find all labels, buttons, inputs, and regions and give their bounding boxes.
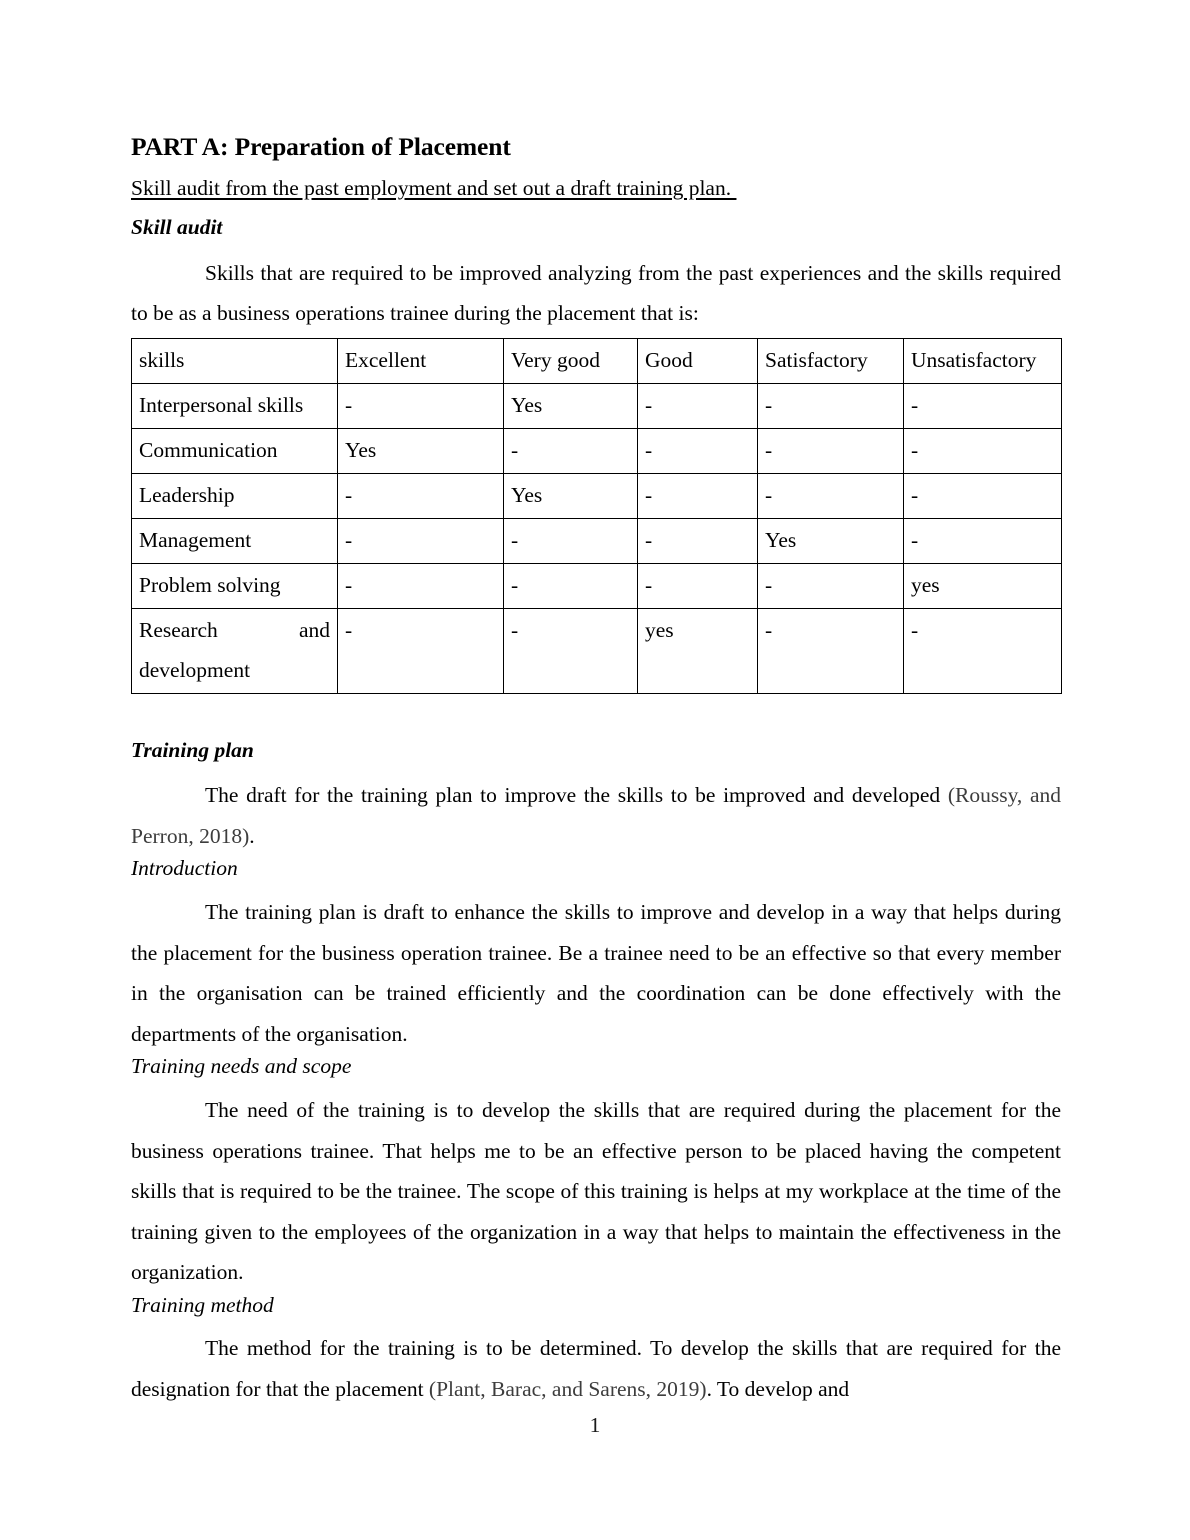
paragraph-skill-audit: Skills that are required to be improved analyzing from the past experiences and the skills required to be as a business operations trainee during the placement that is: — [131, 260, 1061, 326]
column-header-excellent: Excellent — [338, 338, 504, 383]
column-header-satisfactory: Satisfactory — [758, 338, 904, 383]
cell-skill-name: Interpersonal skills — [132, 383, 338, 428]
cell-very-good: Yes — [504, 383, 638, 428]
cell-good: - — [638, 473, 758, 518]
paragraph-introduction: The training plan is draft to enhance the skills to improve and develop in a way that helps during the placement for the business operation trainee. Be a trainee need to be an effective so that every member in the organisation can be trained efficiently and the coordination can be done effectively with the departments of the organisation. — [131, 900, 1061, 1046]
heading-training-plan: Training plan — [131, 737, 254, 762]
cell-unsatisfactory: - — [904, 473, 1062, 518]
section-subtitle: Skill audit from the past employment and set out a draft training plan. — [131, 176, 737, 201]
cell-skill-name: Leadership — [132, 473, 338, 518]
column-header-skills: skills — [132, 338, 338, 383]
cell-skill-name: Management — [132, 518, 338, 563]
paragraph-training-needs-and-scope: The need of the training is to develop the skills that are required during the placement for the business operations trainee. That helps me to be an effective person to be placed having the competent skills that is required to be the trainee. The scope of this training is helps at my workplace at the time of the training given to the employees of the organization in a way that helps to maintain the effectiveness in the organization. — [131, 1098, 1061, 1285]
cell-very-good: - — [504, 608, 638, 693]
page-title: PART A: Preparation of Placement — [131, 132, 511, 161]
cell-satisfactory: - — [758, 383, 904, 428]
table-row — [132, 518, 1062, 563]
cell-very-good: - — [504, 518, 638, 563]
cell-excellent: - — [338, 563, 504, 608]
cell-unsatisfactory: - — [904, 428, 1062, 473]
cell-good: - — [638, 383, 758, 428]
table-row — [132, 608, 1062, 693]
page-content — [131, 132, 1061, 1409]
paragraph-training-method-lead: The method for the training is to be determined. To develop the skills that are required for the designation for that the placement — [131, 1336, 1061, 1401]
cell-excellent: - — [338, 473, 504, 518]
cell-unsatisfactory: - — [904, 383, 1062, 428]
cell-satisfactory: - — [758, 563, 904, 608]
column-header-good: Good — [638, 338, 758, 383]
paragraph-training-plan-tail: . — [249, 823, 255, 848]
paragraph-training-plan — [131, 775, 1061, 856]
cell-good: - — [638, 428, 758, 473]
citation-roussy-perron: (Roussy, and Perron, 2018) — [131, 783, 1061, 848]
heading-training-needs-and-scope: Training needs and scope — [131, 1054, 352, 1079]
paragraph-training-method-tail: . To develop and — [706, 1376, 850, 1401]
table-header-row — [132, 338, 1062, 383]
heading-introduction: Introduction — [131, 856, 238, 881]
cell-unsatisfactory: yes — [904, 563, 1062, 608]
cell-unsatisfactory: - — [904, 608, 1062, 693]
cell-skill-name: Communication — [132, 428, 338, 473]
cell-satisfactory: Yes — [758, 518, 904, 563]
heading-training-method: Training method — [131, 1292, 274, 1317]
cell-satisfactory: - — [758, 608, 904, 693]
cell-excellent: Yes — [338, 428, 504, 473]
heading-skill-audit: Skill audit — [131, 214, 223, 239]
cell-satisfactory: - — [758, 473, 904, 518]
cell-skill-name: Problem solving — [132, 563, 338, 608]
table-row — [132, 428, 1062, 473]
citation-plant-barac-sarens: (Plant, Barac, and Sarens, 2019) — [428, 1376, 707, 1401]
table-row — [132, 383, 1062, 428]
skills-table-body — [132, 338, 1062, 693]
cell-excellent: - — [338, 518, 504, 563]
column-header-unsatisfactory: Unsatisfactory — [904, 338, 1062, 383]
cell-good: - — [638, 563, 758, 608]
paragraph-training-method — [131, 1328, 1061, 1409]
cell-skill-name: Research and development — [132, 608, 338, 693]
cell-satisfactory: - — [758, 428, 904, 473]
table-row — [132, 563, 1062, 608]
cell-very-good: Yes — [504, 473, 638, 518]
cell-excellent: - — [338, 383, 504, 428]
cell-good: yes — [638, 608, 758, 693]
cell-good: - — [638, 518, 758, 563]
table-spacer — [131, 694, 1061, 738]
cell-very-good: - — [504, 428, 638, 473]
cell-unsatisfactory: - — [904, 518, 1062, 563]
skills-audit-table — [131, 338, 1062, 694]
paragraph-training-plan-lead: The draft for the training plan to improve the skills to be improved and developed — [205, 783, 948, 808]
page-number: 1 — [589, 1413, 601, 1437]
cell-excellent: - — [338, 608, 504, 693]
cell-very-good: - — [504, 563, 638, 608]
column-header-very-good: Very good — [504, 338, 638, 383]
table-row — [132, 473, 1062, 518]
